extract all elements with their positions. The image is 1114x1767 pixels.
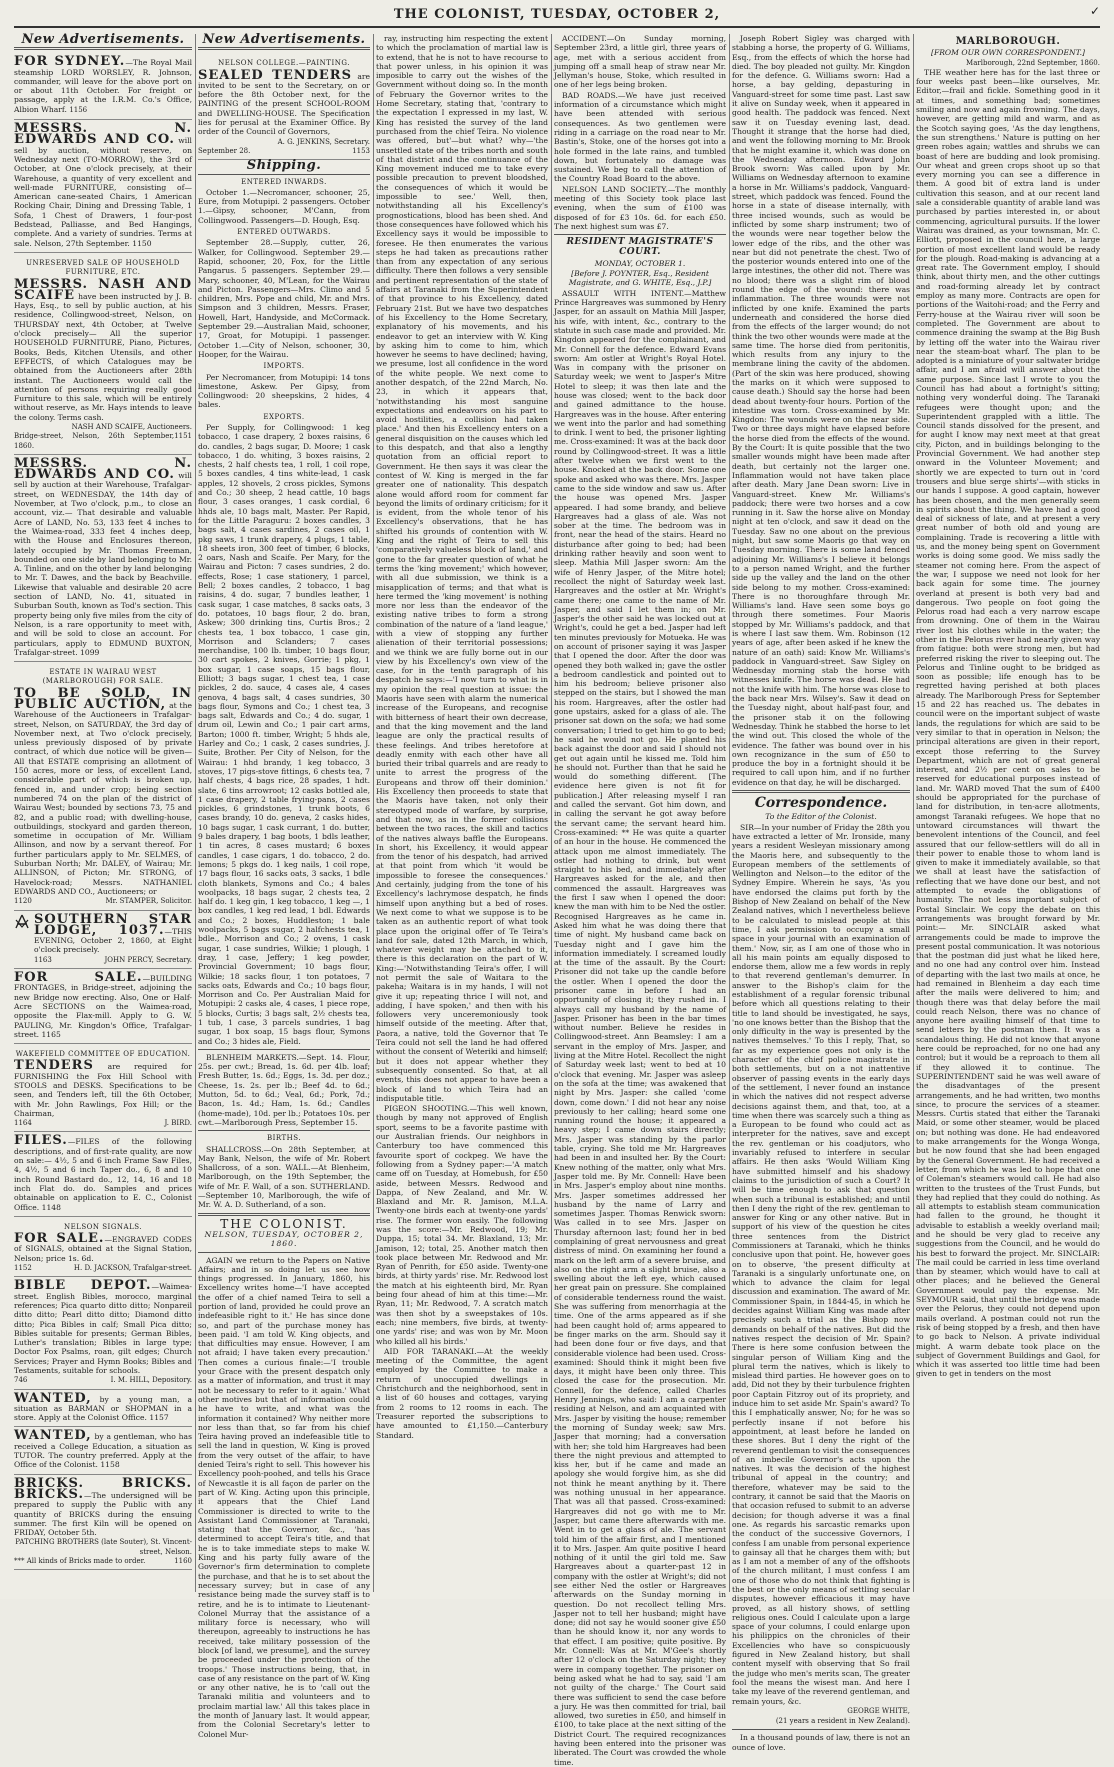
ad-text: are invited to be sent to the Secretary, on or before the 8th October next, for the PAINTING of the present SCHOOL-ROOM and DWELLING-HOUSE. The Specification lies for perusal at the Examiner Office. By order of the Council of Governors, xyxy=(198,71,370,137)
ad-text: will sell by auction at their Warehouse, Trafalgar-street, on WEDNESDAY, the 14th day of November, at Two o'clock, p.m., to close an account, viz.— That desirable and valuable Acre of LAND, No. 53, 133 feet 4 inches to the Waimea-road, 333 feet 4 inches deep, with the House and Enclosures thereon, lately occupied by Mr. Thomas Freeman, bounded on one side by land belonging to Mr. A. Tinline, and on the other by land belonging to Mr. T. Dawes, and the back by Beachville. Likewise that valuable and desirable 20 acre section of LAND, No. 41, situated in Suburban South, known as Tod's section. This property being only five miles from the city of Nelson, is a rare opportunity to meet with, and will be sold to close an account. For particulars, apply to EDMUND BUXTON, Trafalgar-street. xyxy=(14,471,192,657)
ad-number: 1164 xyxy=(14,1119,32,1128)
advertisement xyxy=(198,53,370,160)
double-rule xyxy=(732,790,910,793)
ad-lead: SOUTHERN STAR LODGE, 1037. xyxy=(34,911,192,938)
court-date: MONDAY, OCTOBER 1. xyxy=(594,258,686,268)
ad-text: will sell by auction, without reserve, on Wednesday next (TO-MORROW), the 3rd of October, at One o'clock precisely, at their Warehouse, a quantity of very excellent and well-made FURNITURE, consisting of— American cane-seated Chairs, 1 American Rocking Chair, Dining and Dressing Table, 1 Sofa, 1 Chest of Drawers, 1 four-post Bedstead, Palliasse, and Bed Hangings, complete. And a variety of sundries. Terms at sale. Nelson, 27th September. xyxy=(14,136,192,248)
paper-title: THE COLONIST. xyxy=(220,1216,348,1231)
column-3 xyxy=(376,34,548,1592)
ad-signature: A. G. JENKINS, Secretary. xyxy=(277,137,370,146)
court-bench: [Before J. POYNTER, Esq., Resident Magistrate, and G. WHITE, Esq., J.P.] xyxy=(568,269,712,288)
paragraph: BLENHEIM MARKETS.—Sept. 14. Flour, 25s. per cwt.; Bread, 1s. 6d. per 4lb. loaf; Fresh Butter, 1s. 6d.; Eggs, 1s. 3d. per doz.; Cheese, 1s. 2s. per lb.; Beef 4d. to 6d.; Mutton, 5d. to 6d.; Veal, 6d.; Pork, 7d.; Bacon, 1s. 4d.; Ham, 1s. 6d.; Candles (home-made), 10d. per lb.; Potatoes 10s. per cwt.—Marlborough Press, September 15. xyxy=(198,1052,370,1127)
ad-signature: J. BIRD. xyxy=(164,1119,192,1128)
advertisement xyxy=(14,1390,192,1428)
ad-number: 1156 xyxy=(69,105,88,114)
ad-text: by a young man, a situation as BARMAN or SHOPMAN in a store. Apply at the Colonist Office. xyxy=(14,1394,192,1423)
ad-title: UNRESERVED SALE OF HOUSEHOLD FURNITURE, ETC. xyxy=(26,258,180,277)
ad-signature: Mr. STAMPER, Solicitor. xyxy=(105,897,192,906)
court-report: Joseph Robert Sigley was charged with stabbing a horse, the property of G. Williams, Esq., from the effects of which the horse had died. The boy pleaded not guilty. Mr. Kingdon for the defence. G. Williams sworn: Had a horse, a bay gelding, depasturing in Vanguard-street for some time past. Last saw it alive on Sunday week, when it appeared in good health. The paddock was fenced. Next saw it on Tuesday evening last, dead. Thought it strange that the horse had died, and went the following morning to Mr. Brook that he might examine it, which was done on the Wednesday afternoon. Edward John Brook sworn: Was called upon by Mr. Williams on Wednesday afternoon to examine a horse in Mr. Williams's paddock, Vanguard-street, which paddock was fenced. Found the horse in a state of disease internally, with three incised wounds, such as would be inflicted by some sharp instrument; two of the wounds were near together below the lower edge of the ribs, and the other was near but did not penetrate the chest. Two of the posterior wounds entered into one of the large intestines, the other did not. There was no blood; there was a slight rim of blood round the edge of the wound: there was inflammation. The three wounds were not inflicted by one knife. Examined the parts underneath and considered the horse died from the effects of the larger wound; do not think the two other wounds were made at the same time. The horse died from peritonitis, which results from any injury to the membrane lining the cavity of the abdomen. (Part of the skin was here produced, showing the marks on it which were supposed to cause death.) Should say the horse had been dead about twenty-four hours. Portion of the intestine was torn. Cross-examined by Mr. Kingdon: The wounds were on the near side. Two or three days might have elapsed before the horse died from the effects of the wound. By the Court: It is quite possible that the two smaller wounds might have been made after death, but certainly not the larger one. Inflammation would not have taken place after death. Mary Jane Dean sworn: Live in Vanguard-street. Knew Mr. Williams's paddock; there were two horses and a cow running in it. Saw the horse alive on Monday night at ten o'clock, and saw it dead on the Tuesday. Saw no one about on the previous night, but saw some Maoris go that way on Tuesday morning. There is some land fenced adjoining Mr. Williams's I believe it belongs to a person named Wright, and the further side up the valley and the land on the other side belong to my mother. Cross-examined: There is no thoroughfare through Mr. Williams's land. Have seen some boys go through there sometimes. Four Maoris stopped by Mr. Williams's paddock, and that is where I last saw them. Wm. Robinson (12 years of age, after been asked if he knew the nature of an oath) said: Know Mr. Williams's paddock in Vanguard-street. Saw Sigley on Wednesday morning stab the horse with witnesses knife. The horse was dead. He had not the knife with him. The horse was close to the back near Mrs. Wilsey's. Saw it dead on the Tuesday night, about half-past four, and the prisoner stab it on the following Wednesday. Think he stabbed the horse to let the wind out. This closed the whole of the evidence. The father was bound over in his own recognizance in the sum of £50 to produce the boy in a fortnight should it be required to call upon him, and if no further evidence on that day, he will be discharged. xyxy=(732,34,910,787)
column-5 xyxy=(732,34,910,1752)
ad-number: 1157 xyxy=(149,1413,169,1423)
ad-lead: FILES. xyxy=(14,1133,68,1149)
ad-footnote: *** All kinds of Bricks made to order. xyxy=(14,1557,146,1566)
ad-lead: FOR SALE. xyxy=(14,1231,105,1247)
ad-text: by a gentleman, who has received a College Education, a situation as TUTOR. The country preferred. Apply at the Office of the Colonist. xyxy=(14,1432,192,1470)
ad-number: 746 xyxy=(14,1376,28,1385)
ad-number: 1163 xyxy=(34,955,52,964)
paragraph: Per Supply, for Collingwood: 1 keg tobacco, 1 case drapery, 2 boxes raisins, 6 do. candles, 2 bags sugar, D. Moore; 1 cask tobacco, 1 do. whiting, 3 boxes raisins, 2 chests, 2 half chests tea, 1 roll, 1 coil rope, 5 boxes candles, 4 tins white-lead, 1 cask apples, 12 shovels, 2 cross pickles, Symons and Co.; 30 sheep, 2 head cattle, 10 bags flour, 3 cases oranges, 1 cask cordial, 6 hhds ale, 10 bags malt, Master. Per Rapid, for the Little Paraguru: 2 boxes candles, 3 bags salt, 4 cases sardines, 2 cases oil, 1 pkg saws, 1 trunk drapery, 4 plugs, 1 table, 18 sheets iron, 300 feet of timber, 6 blocks, 2 oars, Nash and Scaife. Per Mary, for the Wairau and Picton: 7 cases sundries, 2 do. effects, Rose; 1 case stationery, 1 parcel, Bell; 2 boxes candles, 2 tobacco, 1 bag raisins, 4 do. sugar, 7 bundles leather, 1 cask sugar, 1 case matches, 8 sacks oats, 3 do. potatoes, 10 bags flour, 2 do. bran, Askew; 300 drinking tins, Curtis Bros.; 2 chests tea, 1 box tobacco, 1 case gin, Morrison and Sclanders; 7 cases merchandise, 100 lb. timber, 10 bags flour, 30 cart spokes, 2 knives, Gorrie; 1 pkg, 1 box sugar, 1 case soaps, 15 bags flour, Elliott; 3 bags sugar, 1 chest tea, 1 case pickles, 2 do. sauce, 4 cases ale, 4 cases genova, 4 bags salt, 4 cases sundries, 30 bags flour, Symons and Co.; 1 chest tea, 3 bags salt, Edwards and Co.; 4 do. sugar, 1 drum oil, Lewin and Co.; 1 pair cart arms, Barton; 1000 ft. timber, Wright; 5 hhds ale, Harley and Co.; 1 cask, 2 cases sundries, J. Suite, Brother. Per City of Nelson, for the Wairau: 1 hhd brandy, 1 keg tobacco, 3 stoves, 17 pigs-stove fittings, 6 chests tea, 7 half chests, 4 bags rice, 28 spades, 1 hdt. slate, 6 tins arrowroot; 12 casks bottled ale, 1 case drapery, 2 table frying-pans, 2 cases pickles, 6 grindstones, 1 trunk boots, 6 cases brandy, 10 do. geneva, 2 casks hides, 10 bags sugar, 1 cask currant, 1 do. butter, 9 bales drapery, 1 bag boots, 1 bdls leather, 1 tin acres, 8 cases mustard; 6 boxes candles, 1 case cigars, 1 do. tobacco, 2 do. lemons; 5 pkgs do. 1 keg nails, 1 coil rope, 17 bags flour, 16 sacks oats, 3 sacks, 1 bdle cloth blankets, Symons and Co.; 4 bales woolpacks, 18 bags sugar, 2 chests tea, 2 half do. 1 keg gin, 1 keg tobacco, 1 keg —, 1 box candles, 1 keg red lead, 1 bdl. Edwards and Co.; 2 boxes, Huddleston; 1 bale woolpacks, 5 bags sugar, 2 halfchests tea, 1 bdle., Morrison and Co.; 2 ovens, 1 cask sugar, 1 case sundries, Wilkie; 1 plough, 1 dray, 1 case, Jeffery; 1 keg powder, Provincial Government; 10 bags flour, Wilkie; 18 sacks flour, 1 ton potatoes, 7 sacks oats, Edwards and Co.; 10 bags flour, Morrison and Co. Per Australian Maid for Motupipi: 2 casks ale, 4 cases, 1 piece rope, 5 blocks, Curtis; 3 bags salt, 2½ chests tea, 1 tub, 1 case, 3 parcels sundries, 1 bag sugar, 1 box soap, 15 bags flour, Symons and Co.; 3 hides ale, Field. xyxy=(198,422,370,1046)
rule xyxy=(732,1729,910,1730)
column-2 xyxy=(198,32,370,1739)
ad-number: 1099 xyxy=(80,647,100,657)
ad-number: 1150 xyxy=(132,238,152,248)
ad-lead: WANTED, xyxy=(14,1428,92,1444)
court-report: ASSAULT WITH INTENT.—Matthew Prince Hargreaves was summoned by Henry Jasper, for an assault on Mathia Mill Jasper, his wife, with intent, &c., contrary to the statute in such case made and provided. Mr. Kingdon appeared for the complainant, and Mr. Connell for the defence. Edward Evans sworn: Am ostler at Wright's Royal Hotel. Was in company with the prisoner on Saturday week; we went to Jasper's Mitre Hotel to sleep; it was then late and the house was closed; went to the back door and gained admittance to the house. Hargreaves was in the house. After entering we went into the parlor and had something to drink. I went to bed, the prisoner lighting me. Cross-examined: It was at the back door round by Collingwood-street. It was a little after twelve when we first went to the house. Knocked at the back door. Some one spoke and asked who was there. Mrs. Jasper came to the side window and saw us. After the house was opened Mrs. Jasper appeared. I had some brandy, and believe Hargreaves had a glass of ale. Was not sober at the time. The bedroom was in front, near the head of the stairs. Heard no disturbance after going to bed; had been drinking rather heavily and soon went to sleep. Mathia Mill Jasper sworn: Am the wife of Henry Jasper, of the Mitre hotel; recollect the night of Saturday week last. Hargreaves and the ostler at Mr. Wright's came there; one came to the name of Mr. Jasper, and said I let them in; on Mr. Jasper's the other said he was locked out at Wright's, could he get a bed. Jasper had left ten minutes previously for Motueka. He was on account of prisoner saying it was Jasper that I opened the door. After the door was opened they both walked in; gave the ostler a bedroom candlestick and pointed out to him his bedroom; believe prisoner also stepped on the stairs, but I showed the man his room. Hargreaves, after the ostler had gone upstairs, asked for a glass of ale. The prisoner sat down on the sofa; we had some conversation; I tried to get him to go to bed; he said he would not go. He planted his back against the door and said I should not get out again until he kissed me. Told him he should not. Further than that he said he would do something different. [The evidence here given is not fit for publication.] After releasing myself I ran and called the servant. Got him down, and in calling the servant he got away before the servant came; the servant heard him. Cross-examined: ** He was quite a quarter of an hour in the house. He commenced the attack upon me almost immediately. The ostler had nothing to drink, but went straight to his bed, and immediately after Hargreaves asked for the ale, and then commenced the assault. Hargreaves was the first I saw when I opened the door: knew the man with him to be Ned the ostler. Recognised Hargreaves as he came in. Asked him what he was doing there that time of night. My husband came back on Tuesday night and I gave him the information immediately. I screamed loudly at the time of the assault. By the Court: Prisoner did not take up the candle before the ostler. When I opened the door the prisoner came in before I had an opportunity of closing it; they rushed in. I always call my husband by the name of Jasper. Prisoner has been in the bar times without number. Believe he resides in Collingwood-street. Ann Beamsley: I am a servant in the employ of Mrs. Jasper, and living at the Mitre Hotel. Recollect the night of Saturday week last; went to bed at 10 o'clock that evening. Mr. Jasper was asleep on the sofa at the time; was awakened that night by Mrs. Jasper: she called 'come down, come down.' I did not hear any noise previously to her calling; heard some one running round the house; it appeared a heavy step; I came down stairs directly; Mrs. Jasper was standing by the parlor table, crying. She told me Mr. Hargreaves had been in and insulted her. By the Court: Knew nothing of the matter, only what Mrs. Jasper told me. By Mr. Connell: Have been in Mrs. Jasper's employ about nine months. Mrs. Jasper sometimes addressed her husband by the name of Larry and sometimes Jasper. Thomas Renwick sworn: Was called in to see Mrs. Jasper on Thursday afternoon last; found her in bed complaining of great nervousness and great distress of mind. On examining her found a mark on the left arm of a severe bruise, and also on the right arm a slight bruise, also a swelling about the left eye, which caused her great pain on pressure. She complained of considerable tenderness round the waist. She was suffering from menorrhagia at the time. One of the arms appeared as if she had been caught hold of; arms appeared to be finger marks on the arm. Should say it had been done four or five days, and that considerable violence had been used. Cross-examined: Should think it might been five days, it might have been only three. This closed the case for the prosecution. Mr. Connell, for the defence, called Charles Henry Jennings, who said: I am a carpenter residing at Nelson, and am acquainted with Mrs. Jasper by visiting the house; remember the morning of Sunday week; saw Mrs. Jasper that morning; had a conversation with her; she told him Hargreaves had been there the night previous and attempted to kiss her, but if he came and made an apology she would forgive him, as she did not think he meant anything by it. There was nothing unusual in her appearance. That was all that passed. Cross-examined: Hargreaves did not go with me to Mr. Jasper, but came there afterwards with me. Went in to get a glass of ale. The servant told him of the affair first, and I mentioned it to Mrs. Jasper. Am quite positive I heard nothing of it until the girl told me. Saw Hargreaves about a quarter-past 12 in company with the ostler at Wright's; did not see either Ned the ostler or Hargreaves afterwards on the Sunday morning in question. Do not recollect telling Mrs. Jasper not to tell her husband; might have done; did not say he would sooner give £50 than he should know it, nor any words to that effect. I am positive; quite positive. By Mr. Connell: Was at Mr. M'Gee's shortly after 12 o'clock on the Saturday night; they were in company together. The prisoner on being asked what he had to say, said 'I am not guilty of the charge.' The Court said there was sufficient to send the case before a jury. He was then committed for trial, bail allowed, two sureties in £50, and himself in £100, to take place at the next sitting of the District Court. The required recognizances having been entered into the prisoner was liberated. The Court was crowded the whole time. xyxy=(554,288,727,1767)
letter-signature-note: (21 years a resident in New Zealand). xyxy=(775,1717,910,1726)
ad-lead: SEALED TENDERS xyxy=(198,67,352,83)
ad-lead: FOR SALE. xyxy=(14,970,143,986)
advertisement xyxy=(14,969,192,1044)
advertisement xyxy=(14,1217,192,1277)
paragraph: SHALLCROSS.—On 28th September, at May Bank, Nelson, the wife of Mr. Robert Shallcross, of a son. WALL.—At Blenheim, Marlborough, on the 19th September, the wife of Mr. F. Wall, of a son. SUTHERLAND.—September 10, Marlborough, the wife of Mr. W. A. D. Sutherland, of a son. xyxy=(198,1144,370,1210)
paragraph: BAD ROADS.—We have just received information of a circumstance which might have been attended with serious consequences. As two gentlemen were riding in a carriage on the road near to Mr. Bastin's, Stoke, one of the horses got into a hole formed in the late rains, and tumbled down, but fortunately no damage was sustained. We beg to call the attention of the Country Road Board to the above. xyxy=(554,90,726,184)
rule xyxy=(198,174,370,175)
ad-text: —Waimea-street. English Bibles, morocco, marginal references; Pica quarto ditto ditto; Nonpareil ditto ditto; Pearl ditto ditto; Diamond ditto ditto; Pica Bibles in calf; Small Pica ditto; Bibles suitable for presents; German Bibles, Luther's translation; Bibles in large type; Doctor Fox Psalms, roan, gilt edges; Church Services; Prayer and Hymn Books; Bibles and Testaments, suitable for schools. xyxy=(14,1282,192,1375)
paragraph: October 1.—Necromancer, schooner, 25, Eure, from Motupipi. 2 passengers. October 1.—Gipsy, schooner, M'Cann, from Collingwood. Passengers—D. Hough, Esq. xyxy=(198,187,370,225)
ad-text: —THIS EVENING, October 2, 1860, at Eight o'clock precisely. xyxy=(34,926,192,955)
ad-signature: I. M. HILL, Depository. xyxy=(110,1376,192,1385)
correspondence-heading: Correspondence. xyxy=(754,795,888,812)
rule xyxy=(198,1252,370,1253)
ad-date: September 28. xyxy=(198,146,251,155)
ad-number: 1152 xyxy=(14,1264,32,1273)
subheading: EXPORTS. xyxy=(263,412,305,421)
advertisement xyxy=(14,911,192,969)
ad-lead: MESSRS. N. EDWARDS AND CO. xyxy=(14,455,192,483)
subheading: IMPORTS. xyxy=(263,362,305,371)
paper-dateline: NELSON, TUESDAY, OCTOBER 2, 1860. xyxy=(204,1229,364,1249)
ad-lead: FOR SYDNEY. xyxy=(14,54,126,70)
column-4 xyxy=(554,34,727,1767)
paragraph: September 28.—Supply, cutter, 26, Walker, for Collingwood. September 29.—Rapid, schooner, 20, Fox, for the Little Pangarus. 5 passengers. September 29.—Mary, schooner, 40, M'Lean, for the Wairau and Picton. Passengers—Mrs. Climo and 5 children, Mrs. Pope and child, Mr. and Mrs. Simpson and 3 children, Messrs. Fraser, Howell, Hart, Handyside, and McCormack. September 29.—Australian Maid, schooner, 17, Groat, for Motupipi. 1 passenger. October 1.—City of Nelson, schooner, 30, Hooper, for the Wairau. xyxy=(198,238,370,359)
ad-number: 1158 xyxy=(100,1460,120,1470)
ad-text: —The undersigned will be prepared to supply the Public with any quantity of BRICKS during the ensuing summer. The first Kiln will be opened on FRIDAY, October 5th. xyxy=(14,1490,192,1538)
paragraph: PIGEON SHOOTING.—This well known, though by many not approved of English sport, seems to be a favorite pastime with our Australian friends. Our neighbors in Canterbury too have commenced this favourite sport of cockpeg. We have the following from a Sydney paper:—'A match came off on Tuesday, at Homebush, for £50 aside, between Messrs. Redwood and Dappa, of New Zealand, and Mr. W. Blaxland and Mr. R. Jamison, M.L.A. Twenty-one birds each at twenty-one yards' rise. The former won easily. The following was the score:—Mr. Redwood, 19; Mr. Duppa, 15; total 34. Mr. Blaxland, 13; Mr. Jamison, 12; total, 25. Another match then took place between Mr. Redwood and Mr. Ryan of Penrith, for £50 aside. Twenty-one birds, at thirty yards' rise. Mr. Redwood lost the match at his eighteenth bird, Mr. Ryan being four ahead of him at this time:—Mr. Ryan, 11; Mr. Redwood, 7. A scratch match was then shot by a sweepstakes of 10s. each; nine members, five birds, at twenty-one yards' rise; and was won by Mr. Moon who killed all his birds.' xyxy=(376,1104,548,1346)
ad-text: have been instructed by J. B. Hays, Esq., to sell by public auction, at his residence, Collingwood-street, Nelson, on THURSDAY next, 4th October, at Twelve o'clock precisely— All the superior HOUSEHOLD FURNITURE, Piano, Pictures, Books, Beds, Kitchen Utensils, and other EFFECTS, of which Catalogues may be obtained from the Auctioneers after 28th instant. The Auctioneers would call the attention of persons requiring really good Furniture to this sale, which will be entirely without reserve, as Mr. Hays intends to leave the colony. Terms cash. xyxy=(14,291,192,422)
paragraph: AID FOR TARANAKI.—At the weekly meeting of the Committee, the agent employed by the Committee to make a return of unoccupied dwellings in Christchurch and the neighborhood, sent in a list of 60 houses and cottages, varying from 2 rooms to 12 rooms in each. The Treasurer reported the subscriptions to have amounted to £1,150.—Canterbury Standard. xyxy=(376,1346,548,1440)
ad-number: 1165 xyxy=(41,1029,61,1039)
column-1 xyxy=(14,34,192,1592)
ad-lead: MESSRS. N. EDWARDS AND CO. xyxy=(14,121,192,148)
double-rule xyxy=(198,47,370,50)
column-rule xyxy=(913,34,914,1592)
advertisement xyxy=(14,1132,192,1216)
ad-title: WAKEFIELD COMMITTEE OF EDUCATION. xyxy=(15,1050,191,1059)
ad-lead: WANTED, xyxy=(14,1390,92,1406)
ad-title: NELSON COLLEGE.—PAINTING. xyxy=(218,59,350,68)
column-6 xyxy=(916,34,1100,1592)
advertisement xyxy=(14,120,192,253)
paragraph: ACCIDENT.—On Sunday morning, September 23rd, a little girl, three years of age, met with a serious accident from jumping off a small heap of straw near Mr. Jellyman's house, Stoke, which resulted in one of her legs being broken. xyxy=(554,34,726,90)
rule xyxy=(198,1130,370,1131)
letter-body: SIR—In your number of Friday the 28th you have extracted a letter of Mr. Ironside, many years a resident Wesleyan missionary among the Maoris here, and subsequently to the European members of the settlements of Wellington and Nelson—to the editor of the Sydney Empire. Wherein he says, 'As you have endorsed the claims put forth by the Bishop of New Zealand on behalf of the New Zealand natives, which I nevertheless believe to be calculated to mislead people at this time, I ask permission to occupy a small space in your journal with an examination of them.' Now, sir, as I am one of those who in all his main points am equally disposed to endorse them, allow me a few words in reply to that reverend gentleman's demurrer. In answer to the Bishop's claim for the establishment of a regular forensic tribunal before which all questions relating to their title to land should be investigated, he says, 'no one knows better than the Bishop that the only difficulty in the way is presented by the natives themselves.' To this I reply, That, so far as my experience goes not only is the character of the chief police magistrate in both settlements, but on a not inattentive observer of passing events in the early days of the settlement, I never found an instance in which the natives did not respect adverse decisions against them, and that, too, at a time when there was scarcely such a thing as a European to be found who could act as interpreter for the natives, save and except the rev. gentleman or his coadjutors, who invariably refused to interfere in secular affairs. He then asks 'Would William King have submitted himself and his shadowy claims to the jurisdiction of such a Court? It will be time enough to ask that question when such a tribunal is established; and until then I deny the right of the rev. gentleman to answer for King or any other native. But in support of his view of the question he cites three sentences from the District Commissioners at Taranaki, which he thinks conclusive upon that point. He, however goes on to observe, 'the present difficulty at Taranaki is a singularly unfortunate one, on which to advance the claim for legal discussion and examination. The award of Mr. Commissioner Spain, in 1844-45, in which he decides against William King was made after precisely such a trial as the Bishop now demands on behalf of the natives. But did the natives respect the decision of Mr. Spain? There is here some confusion between the singular person of William King and the plural term the natives, which is likely to mislead third parties. He however goes on to add, Did not they by their turbulence frighten poor Captain Fitzroy out of its propriety, and induce him to set aside Mr. Spain's award? To this I emphatically answer, No; for he was so perfectly insane if not before his appointment, at least before he landed on these shores. But I deny the right of the reverend gentleman to visit the consequences of an imbecile Governor's acts upon the natives. It was the decision of the highest tribunal of appeal in the country; and therefore, whatever may be said to the contrary, it cannot be said that the Maoris on that occasion refused to submit to an adverse decision; for though adverse it was a final one. As regards his sarcastic remarks upon the conduct of the successive Governors, I confess I am unable from personal experience to gainsay all that he charges them with; but as I am not a member of any of the offshoots of the church militant, I must confess I am one of those who do not think that fighting is the best or the only means of settling secular disputes, however efficacious it may have proved, as all history shows, of settling religious ones. Could I calculate upon a large space of your columns, I could enlarge upon his philippics on the chronicles of their Excellencies who have so conspicuously figured in New Zealand history, but shall content myself with observing that So frail the judge who men's merits scan, The greater fool the means the wisest man. And here I take my leave of the reverend gentleman, and remain yours, &c. xyxy=(732,822,910,1706)
column-rule xyxy=(195,34,196,1592)
editorial-paragraph: AGAIN we return to the Papers on Native Affairs; and in so doing let us see how things progressed. In January, 1860, his Excellency writes home—'I have accepted the offer of a chief named Teira to sell a portion of land, provided he could prove an indefeasible right to it.' He has since done so, and part of the purchase money has been paid. 'I am told W. King objects, and that difficulties may ensue. However, I am not afraid; I have taken every precaution.' Then comes a curious finale:—'I trouble your Grace with the present despatch only as a matter of information, and trust it may not be necessary to refer to it again.' What other motives but that of information could he have to write, and what was the information it contained? Why neither more nor less than that, so far from his chief Teira having proved an indefeasible title to sell the land in question, W. King is proved from the very outset of the affair, to have denied Teira's right to sell. This however his Excellency pooh-poohed, and tells his Grace of Newcastle it is all façon de parler on the part of W. King. Acting upon this principle, it appears that the Chief Land Commissioner is directed to write to the Assistant Land Commissioner at Taranaki, stating that the Governor, &c., 'has determined to accept Teira's title, and that he is to take immediate steps to make W. King and his party fully aware of the Governor's firm determination to complete the purchase, and that he is to set about the necessary survey; but in case of any resistance being made the survey staff is to retire, and he is to intimate to Lieutenant-Colonel Murray that the assistance of a military force is necessary, who will thereupon, agreeably to instructions he has received, take military possession of the block [of land, we presume], and the survey be proceeded under the protection of the troops.' Those instructions being, that, in case of any resistance on the part of W. King or any other native, he is to 'call out the Taranaki militia and volunteers and to proclaim martial law.' All this takes place in the month of January last. It would appear, from the Colonial Secretary's letter to Colonel Mur- xyxy=(198,1255,370,1739)
article-heading: MARLBOROUGH. xyxy=(955,36,1061,47)
letter-signature: GEORGE WHITE, xyxy=(847,1706,910,1715)
ad-text: —FILES of the following descriptions, and of first-rate quality, are now on sale:— 4½, 5 and 6 inch Frame Saw Files, 4, 4½, 5 and 6 inch Taper do., 6, 8 and 10 inch Round Bastard do., 12, 14, 16 and 18 inch Flat do. do. Samples and prices obtainable on application to E. C., Colonist Office. xyxy=(14,1137,192,1212)
ad-signature: NASH AND SCAIFE, Auctioneers. xyxy=(71,422,192,431)
ad-title: NELSON SIGNALS. xyxy=(63,1222,143,1231)
advertisement xyxy=(14,455,192,662)
ad-place: Bridge-street, Nelson, 26th September, 1860. xyxy=(14,432,175,450)
ad-lead: TENDERS xyxy=(14,1058,94,1074)
article-source: [FROM OUR OWN CORRESPONDENT.] xyxy=(930,48,1085,58)
ad-number: 1160 xyxy=(174,1557,192,1566)
ad-title: ESTATE IN WAIRAU WEST (MARLBOROUGH) FOR SALE. xyxy=(42,668,164,686)
court-heading: RESIDENT MAGISTRATE'S COURT. xyxy=(566,237,714,257)
article-body: THE weather here has for the last three or four weeks past been—like ourselves, Mr. Editor,—frail and fickle. Something good in it at times, and something bad; sometimes smiling and now and again frowning. The days, however, are getting mild and warm, and as the Scotch saying goes, 'As the day lengthens, the sun strengthens.' Nature is putting on her green robes again; wattles and shrubs we can boast of here are budding and look promising. Our wheat and green crops shoot up so that every morning you can see a difference in them. A good bit of extra land is under cultivation this season, and at our recent land sale a considerable quantity of arable land was purchased by parties interested in, or about commencing, agricultural pursuits. If the lower Wairau was drained, as your townsman, Mr. C. Elliott, proposed in the council here, a large portion of most excellent land would be ready for the plough. Road-making is advancing at a great rate. The Government employ, I should think, about thirty men, and the other cuttings and road-forming already let by contract employ as many more. Contracts are open for portions of the Waitohi-road; and the Ferry and Ferry-house at the Wairau river will soon be completed. The Government are about to commence draining the swamp at the Big Bush by letting off the water into the Wairau river near the steam-boat wharf. The plan to be adopted is a miniature of your saltwater bridge affair, and I am afraid will answer about the same purpose. Since last I wrote to you the Council has had about a fortnight's sitting; nothing very wonderful doing. The Taranaki refugees were thought upon; and the Superintendent grappled with a little. The Council stands dissolved for the present, and for aught I know may next meet at that great city, Picton, and in buildings belonging to the Provincial Government. We had another step onward in the Volunteer Movement; and shortly we are expected to turn out in 'cord trousers and blue serge shirts'—with sticks in our hands I suppose. A good captain, however has been chosen, and the men generally seem in spirits about the thing. We have had a good deal of sickness of late, and at present a very great number of both old and young are complaining. Trade is recovering a little with us, and the money being spent on Government works is doing some good. We miss sadly the steamer not coming here. From the aspect of the war, I suppose we need not look for her back again for some time. The journey overland at present is both very bad and dangerous. Two people on foot going the Pelorus road had each a very narrow escape from drowning. One of them in the Wairau river lost his clothes while in the water; the other in the Pelorus river had nearly given way from fatigue: both were strong men, but had preferred risking the river to sleeping out. The Pelorus and Tinline ought to be bridged as soon as possible; life enough has to be regretted having perished at both places already. The Marlborough Press for September 15 and 22 has reached us. The debates in council were on the important subject of waste lands, the regulations for which are said to be very similar to that in operation in Nelson; the principal alterations are given in their report, except those referring to the Survey Department, which are not of great general interest, and 2½ per cent on sales to be reserved for educational purposes instead of land. Mr. WARD moved That the sum of £400 should be appropriated for the purchase of land for distribution, in ten-acre allotments, amongst Taranaki refugees. We hope that no untoward circumstances will thwart the benevolent intentions of the Council, and feel assured that our fellow-settlers will do all in their power to enable those to whom land is given to make it immediately available, so that we shall at least have the satisfaction of reflecting that we have done our best, and not attempted to evade the obligations of humanity. The not less important subject of Postal Sinclair. We copy the debate on this arrangements was brought forward by Mr. point:— Mr. SINCLAIR asked what arrangements could be made to improve the present postal communication. It was notorious that the postman did just what he liked here, and no one had any control over him. Instead of departing with the last two mails at once, he had remained in Blenheim a day each time after the mails were delivered to him; and though there was that delay before the mail could reach Nelson, there was no chance of anyone here availing himself of that time to send letters by the postman then. It was a scandalous thing. He did not know that anyone here could be reproached, for no one had any control; but it would be a reproach to them all if they allowed it to continue. The SUPERINTENDENT said he was well aware of the disadvantages of the present arrangements, and he had written, two months since, to procure the services of a steamer. Messrs. Curtis stated that either the Taranaki Maid, or some other steamer, would be placed on; but nothing was done. He had endeavored to make arrangements for the Wonga Wonga, but he now found that she had been engaged by the General Government. He had received a letter, from which he was led to hope that one of Coleman's steamers would call. He had also written to the trustees of the Trust Funds, but they had replied that they could do nothing. As all attempts to establish steam communication had fallen to the ground, he thought it advisable to establish a weekly overland mail; and he should be very glad to receive any suggestions from the Council, and he would do his best to forward the project. Mr. SINCLAIR: The mail could be carried in less time overland than by steamer, which would have to call at other places; and he believed the General Government would pay the expense. Mr. SEYMOUR said, that until the bridge was made over the Pelorus, they could not depend upon mails overland. A postman could not run the risk of being stopped by a fresh, and then have to go back to Nelson. A private individual might. A warm debate took place on the subject of Government Buildings and Gaol, for which it was asserted too little time had been given to get in tenders on the most xyxy=(916,67,1100,1379)
paragraph: NELSON LAND SOCIETY.—The monthly meeting of this Society took place last evening, when the sum of £100 was disposed of for £3 10s. 6d. for each £50. The next highest sum was £7. xyxy=(554,184,726,231)
section-heading: New Advertisements. xyxy=(21,32,185,47)
ad-lead: BRICKS. BRICKS. BRICKS. xyxy=(14,1475,192,1502)
ad-number: 1120 xyxy=(14,897,32,906)
advertisement xyxy=(14,53,192,120)
advertisement xyxy=(14,1427,192,1474)
rule xyxy=(554,234,726,235)
section-heading: New Advertisements. xyxy=(202,32,366,47)
correspondence-salutation: To the Editor of the Colonist. xyxy=(765,812,877,822)
advertisement xyxy=(14,1044,192,1132)
ad-number: 1151 xyxy=(174,432,192,441)
ad-number: 1153 xyxy=(352,146,370,155)
ad-lead: TO BE SOLD, IN PUBLIC AUCTION, xyxy=(14,685,192,712)
compass-square-icon xyxy=(14,914,30,930)
ad-signature: JOHN PERCY, Secretary. xyxy=(104,955,192,964)
subheading: ENTERED OUTWARDS. xyxy=(237,228,331,237)
page-corner-mark-icon: ✓ xyxy=(1089,4,1100,18)
column-rule xyxy=(373,34,374,1592)
ad-text: are required for FURNISHING the Fox Hill School with STOOLS and DESKS. Specifications to be seen, and Tenders left, till the 6th October, with Mr. John Rawlings, Fox Hill; or the Chairman, xyxy=(14,1062,192,1118)
advertisement xyxy=(14,253,192,455)
rule xyxy=(198,1049,370,1050)
section-heading-shipping: Shipping. xyxy=(246,158,322,174)
double-rule xyxy=(14,47,192,50)
ad-signature: H. D. JACKSON, Trafalgar-street. xyxy=(73,1264,192,1273)
ad-number: 1148 xyxy=(41,1202,61,1212)
column-rule xyxy=(551,34,552,1592)
double-rule xyxy=(198,1213,370,1216)
ad-text: —ENGRAVED CODES of SIGNALS, obtained at the Signal Station, Nelson; price 1s. 6d. xyxy=(14,1235,192,1263)
editorial-paragraph: ray, instructing him respecting the extent to which the proclamation of martial law is to extend, that he is not to have recourse to that power unless, in his opinion it was imposible to carry out the wishes of the Government without doing so. In the month of February the Governor writes to the Home Secretary, stating that, 'contrary to the expectation I expressed in my last, W. King has resisted the survey of the land purchased from the chief Teira. No violence was offered, but'—but what? why—'the unsettled state of the tribes north and south of that district and the continuance of the King movement induced me to take every possible precaution to prevent bloodshed, the consequences of which it would be impossible to see.' Well, then, notwithstanding all his Excellency's prognostications, blood has been shed. And those consequences have followed which his Excellency says it would be impossible to foresee. He then enumerates the various steps he had taken as precautions rather than from any expectation of any serious difficulty. There then follows a very sensible and pertinent representation of the state of affairs at Taranaki from the Superintendent of that province to his Excellency, dated February 21st. But we have two despatches of his Excellency to the Home Secretary, explanatory of his movements, and his endeavor to get an interview with W. King by asking him to come to him, which however he seems to have declined; having, we presume, lost all confidence in the word of the white people. We next come to another despatch, of the 22nd March, No. 23, in which it appears that, 'notwithstanding his most sanguine expectations and endeavors on his part to avoid hostilities, a collision had taken place.' And then his Excellency enters on a general disquisition on the causes which led to this despatch, and that also a lengthy quotation from an official report to Government. He then says it was clear the contest of W. King is merged in the far greater one of nationality. This despatch alone would afford room for comment far beyond the limits of ordinary criticism; for it is evident, from the whole tenor of his Excellency's observations, that he has shifted his grounds of contention with W. King and the right of Teira to sell this 'comparatively valueless block of land,' and gone to the far greater question of what he terms the 'king movement;' which however, with all due submission, we think is a misapplication of terms; and that what is here termed the 'king movement' is nothing more nor less than the endeavor of the existing native tribes to form a strong combination of the nature of a 'land league,' with a view of stopping any further alienation of their territorial possessions; and we think we are fully borne out in our view by his Excellency's own view of the case, for in the tenth paragraph of his despatch he says:—'I now turn to what is in my opinion the real question at issue: the Maoris have seen with alarm the numerical increase of the Europeans, and recognise with bitterness of heart their own decrease, and that the king movement and the land league are only the practical results of these feelings. And tribes heretofore at deadly enmity with each other have all buried their tribal quarrels and are ready to unite to arrest the progress of the Europeans and throw off their dominion.' His Excellency then proceeds to state that the Maoris have taken, not only their stereotyped mode of warfare, by surprise, and that now, as in the former collisions between the two races, the skill and tactics of the natives always baffle the Europeans. In short, his Excellency, it would appear from the tenor of his despatch, had arrived at that point from which 'it would be impossible to foresee the consequences.' And certainly, judging from the tone of his Excellency's lachrymose despatch, he finds himself upon anything but a bed of roses. We next come to what we suppose is to be taken as an authentic report of what took place upon the original offer of Te Teira's land for sale, dated 12th March, in which, whatever weight may be attached to it, there is this declaration on the part of W. King:—'Notwithstanding Teira's offer, I will not permit the sale of Waitara to the pakeha; Waitara is in my hands, I will not give it up; repeating thrice I will not, and adding, I have spoken,' and then with his followers very unceremoniously took himself outside of the meeting. After that, Paora, a native, told the Governor that Te Teira could not sell the land he had offered without the consent of Weteriki and himself; but it does not appear whether they subsequently consented. So that, at all events, this does not appear to have been a block of land to which Teira had an indisputable title. xyxy=(376,34,548,1103)
ad-lead: BIBLE DEPOT. xyxy=(14,1278,152,1294)
filler-maxim: In a thousand pounds of law, there is not an ounce of love. xyxy=(732,1733,910,1752)
advertisement xyxy=(14,1475,192,1571)
masthead-title: THE COLONIST, TUESDAY, OCTOBER 2, xyxy=(393,7,721,22)
advertisement xyxy=(14,662,192,910)
article-dateline: Marlborough, 22nd September, 1860. xyxy=(966,58,1100,67)
paragraph: Per Necromancer, from Motupipi: 14 tons limestone, Askew. Per Gipsy, from Collingwood: 20 sheepskins, 2 hides, 4 bales. xyxy=(198,372,370,410)
ad-text: —The Royal Mail steamship LORD WORSLEY, R. Johnson, commander, will leave for the above port on or about 11th October. For freight or passage, apply at the I.R.M. Co.'s Office, Albion Wharf. xyxy=(14,58,192,114)
subheading: BIRTHS. xyxy=(266,1134,302,1143)
ad-signature: PATCHING BROTHERS (late Souter), St. Vincent-street, Nelson. xyxy=(15,1538,192,1556)
ad-text: —BUILDING FRONTAGES, in Bridge-street, adjoining the new Bridge now erecting. Also, One or Half-Acre SECTIONS on the Waimea-road, opposite the Flax-mill. Apply to G. W. PAULING, Mr. Kingdon's Office, Trafalgar-street. xyxy=(14,974,192,1039)
masthead xyxy=(14,0,1100,28)
column-rule xyxy=(729,34,730,1592)
subheading: ENTERED INWARDS. xyxy=(241,177,327,186)
advertisement xyxy=(14,1277,192,1389)
ad-lead: MESSRS. NASH AND SCAIFE xyxy=(14,276,192,303)
ad-text: at the Warehouse of the Auctioneers in Trafalgar-street, Nelson, on SATURDAY, the 3rd day of November next, at Two o'clock precisely, unless previously disposed of by private contract, of which due notice will be given— All that ESTATE comprising an allotment of 150 acres, more or less, of excellent Land, considerable part of which is broken up, fenced in, and under crop; being section numbered 74 on the plan of the district of Wairau West; bounded by sections 73, 75 and 82, and a public road; with dwelling-house, outbuildings, stockyard and garden thereon, sometime in occupation of Mr. William Allinson, and now by a servant thereof. For further particulars apply to Mr. SELMES, of Suburban North; Mr. DALEY, of Wairau; Mr. ALLINSON, of Picton; Mr. STRONG, of Havelock-road; Messrs. NATHANIEL EDWARDS AND CO., Auctioneers; or xyxy=(14,701,192,896)
